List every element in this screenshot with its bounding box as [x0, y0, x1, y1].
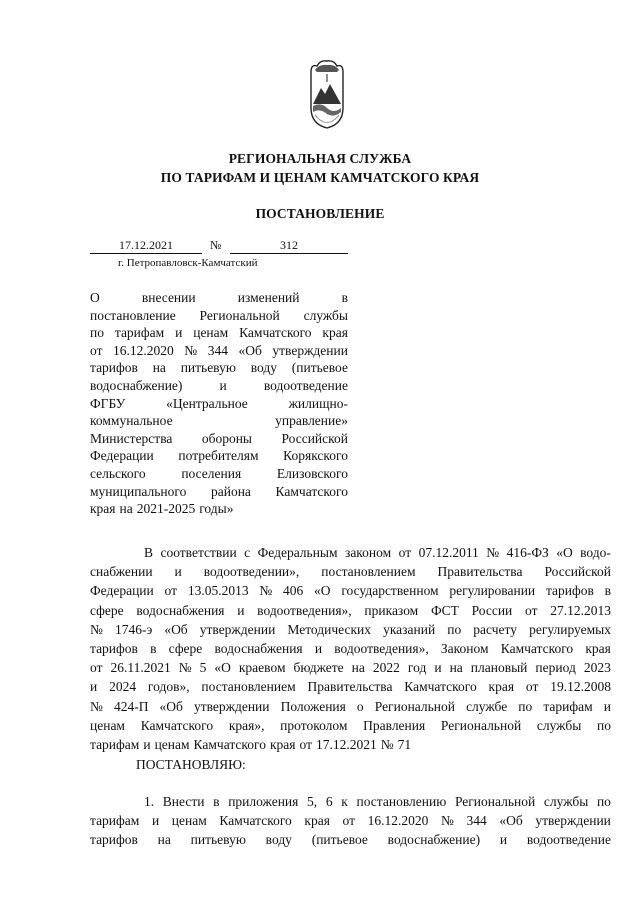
subject-line: коммунальное управление»: [90, 413, 348, 429]
subject-line: Федерации потребителям Корякского: [90, 448, 348, 464]
subject-line: муниципального района Камчатского: [90, 483, 348, 499]
document-number: 312: [230, 238, 348, 254]
org-name-line1: РЕГИОНАЛЬНАЯ СЛУЖБА: [228, 151, 412, 166]
coat-of-arms-icon: [307, 58, 347, 130]
subject-line: ФГБУ «Центральное жилищно-: [90, 395, 348, 411]
subject-line: постановление Региональной службы: [90, 307, 348, 323]
subject-line: края на 2021-2025 годы»: [90, 501, 234, 517]
preamble-line: от 26.11.2021 № 5 «О краевом бюджете на 2022 год и на плановый период 2023: [90, 660, 611, 676]
preamble-line: сфере водоснабжения и водоотведения», приказом ФСТ России от 27.12.2013: [90, 602, 611, 618]
preamble-line: Федерации от 13.05.2013 № 406 «О государственном регулировании тарифов в: [90, 583, 611, 599]
resolve-word: ПОСТАНОВЛЯЮ:: [136, 757, 246, 772]
preamble-line: № 1746-э «Об утверждении Методических указаний по расчету регулируемых: [90, 621, 611, 637]
subject-line: О внесении изменений в: [90, 290, 348, 305]
preamble-line: тарифам и ценам Камчатского края от 17.12.2021 № 71: [90, 737, 412, 753]
subject-line: тарифов на питьевую воду (питьевое: [90, 360, 348, 376]
subject-line: от 16.12.2020 № 344 «Об утверждении: [90, 342, 348, 358]
preamble-line: № 424-П «Об утверждении Положения о Региональной службе по тарифам и: [90, 698, 611, 714]
preamble-line: снабжении и водоотведении», постановлением Правительства Российской: [90, 564, 611, 580]
subject-line: сельского поселения Елизовского: [90, 465, 348, 481]
document-date: 17.12.2021: [90, 238, 202, 254]
preamble-paragraph: [90, 543, 611, 754]
preamble-line: ценам Камчатского края», протоколом Правления Региональной службы по: [90, 717, 611, 733]
preamble-line: и 2024 годов», постановлением Правительства Камчатского края от 19.12.2008: [90, 679, 611, 695]
preamble-line: В соответствии с Федеральным законом от 07.12.2011 № 416-ФЗ «О водо-: [144, 545, 611, 560]
preamble-line: тарифов в сфере водоснабжения и водоотведения», Законом Камчатского края: [90, 641, 611, 657]
document-subject: [90, 289, 348, 518]
subject-line: водоснабжение) и водоотведение: [90, 377, 348, 393]
org-name-line2: ПО ТАРИФАМ И ЦЕНАМ КАМЧАТСКОГО КРАЯ: [160, 170, 480, 185]
subject-line: Министерства обороны Российской: [90, 430, 348, 446]
item1-line: тарифам и ценам Камчатского края от 16.12.2020 № 344 «Об утверждении: [90, 813, 611, 829]
item-1-paragraph: [90, 792, 611, 850]
document-place: г. Петропавловск-Камчатский: [118, 257, 258, 269]
subject-line: по тарифам и ценам Камчатского края: [90, 325, 348, 341]
item1-line: тарифов на питьевую воду (питьевое водоснабжение) и водоотведение: [90, 832, 611, 848]
number-sign: №: [210, 238, 222, 252]
document-type: ПОСТАНОВЛЕНИЕ: [255, 206, 385, 221]
item1-line: 1. Внести в приложения 5, 6 к постановлению Региональной службы по: [144, 794, 611, 809]
